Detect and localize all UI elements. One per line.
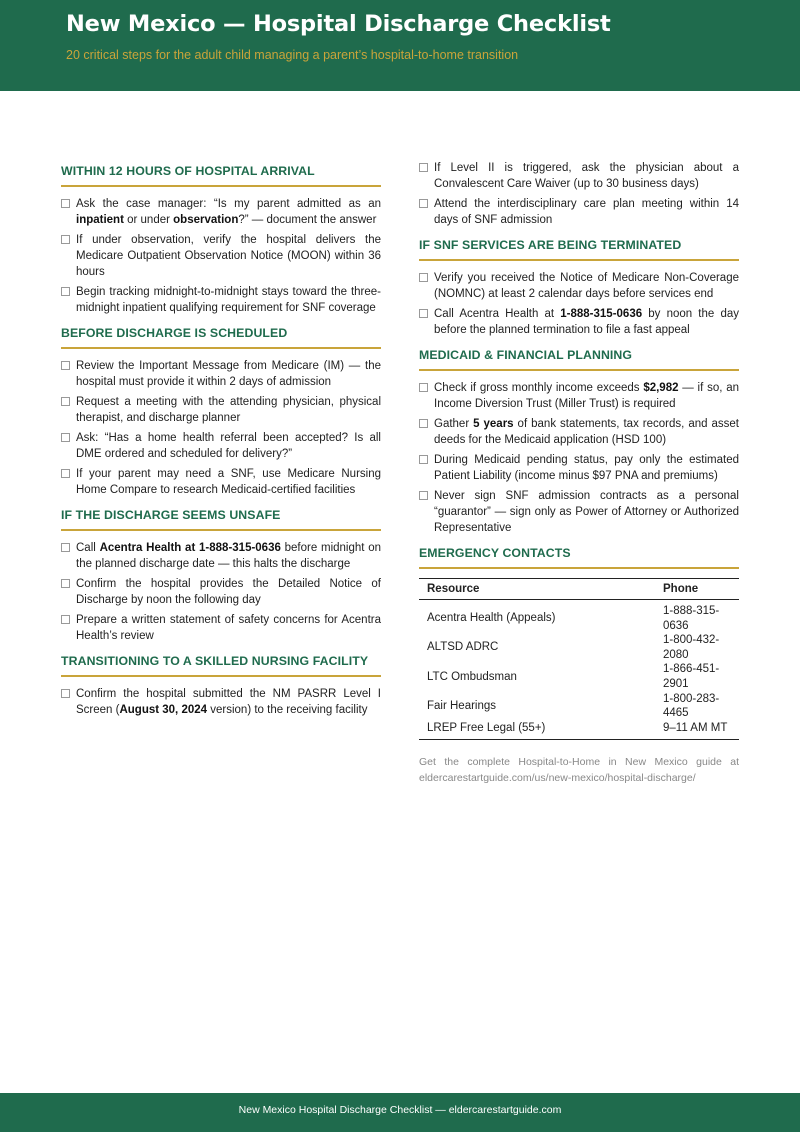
- checklist-item[interactable]: If under observation, verify the hospital delivers the Medicare Outpatient Observation Notice (MOON) within 36 hours: [61, 232, 381, 280]
- checkbox-icon[interactable]: [61, 543, 70, 552]
- checklist: [61, 358, 381, 498]
- resource-cell: LREP Free Legal (55+): [427, 721, 546, 734]
- checkbox-icon[interactable]: [419, 383, 428, 392]
- right-column: [419, 160, 739, 786]
- table-row: [419, 721, 739, 740]
- resource-cell: Fair Hearings: [427, 699, 497, 712]
- footer-text: New Mexico Hospital Discharge Checklist — eldercarestartguide.com: [238, 1104, 562, 1116]
- phone-cell[interactable]: 1-800-432-2080: [663, 634, 720, 661]
- checkbox-icon[interactable]: [61, 469, 70, 478]
- checklist: [61, 540, 381, 644]
- page-footer: [0, 1093, 800, 1132]
- checklist-item[interactable]: Check if gross monthly income exceeds $2,982 — if so, an Income Diversion Trust (Miller Trust) is required: [419, 380, 739, 412]
- checklist-item[interactable]: Request a meeting with the attending physician, physical therapist, and discharge planner: [61, 394, 381, 426]
- phone-cell[interactable]: 1-888-315-0636: [663, 605, 720, 632]
- checklist-item[interactable]: Ask: “Has a home health referral been accepted? Is all DME ordered and scheduled for delivery?”: [61, 430, 381, 462]
- checklist: [419, 380, 739, 536]
- resource-cell: LTC Ombudsman: [427, 670, 517, 683]
- checkbox-icon[interactable]: [419, 455, 428, 464]
- checkbox-icon[interactable]: [419, 199, 428, 208]
- checklist: [61, 686, 381, 718]
- resource-cell: ALTSD ADRC: [427, 641, 499, 654]
- left-column: [61, 160, 381, 724]
- phone-cell[interactable]: 1-866-451-2901: [663, 663, 720, 690]
- section-title: TRANSITIONING TO A SKILLED NURSING FACILITY: [61, 650, 381, 677]
- checklist: [419, 160, 739, 228]
- checkbox-icon[interactable]: [61, 235, 70, 244]
- checkbox-icon[interactable]: [61, 361, 70, 370]
- checkbox-icon[interactable]: [419, 163, 428, 172]
- checklist-item[interactable]: During Medicaid pending status, pay only the estimated Patient Liability (income minus $97 PNA and premiums): [419, 452, 739, 484]
- section-title: MEDICAID & FINANCIAL PLANNING: [419, 344, 739, 371]
- checklist-item[interactable]: Call Acentra Health at 1-888-315-0636 by noon the day before the planned termination to file a fast appeal: [419, 306, 739, 338]
- section-title: IF SNF SERVICES ARE BEING TERMINATED: [419, 234, 739, 261]
- checkbox-icon[interactable]: [61, 199, 70, 208]
- checklist-item[interactable]: Confirm the hospital submitted the NM PASRR Level I Screen (August 30, 2024 version) to the receiving facility: [61, 686, 381, 718]
- section-title: WITHIN 12 HOURS OF HOSPITAL ARRIVAL: [61, 160, 381, 187]
- checklist-item[interactable]: Call Acentra Health at 1-888-315-0636 before midnight on the planned discharge date — this halts the discharge: [61, 540, 381, 572]
- page-subtitle: 20 critical steps for the adult child managing a parent’s hospital-to-home transition: [66, 48, 519, 62]
- guide-link-note[interactable]: Get the complete Hospital-to-Home in New Mexico guide at eldercarestartguide.com/us/new-mexico/hospital-discharge/: [419, 756, 739, 785]
- phone-cell: 9–11 AM MT: [663, 721, 728, 734]
- checklist-item[interactable]: Gather 5 years of bank statements, tax records, and asset deeds for the Medicaid application (HSD 100): [419, 416, 739, 448]
- checkbox-icon[interactable]: [61, 615, 70, 624]
- table-row: [419, 662, 739, 691]
- checklist-item[interactable]: Never sign SNF admission contracts as a personal “guarantor” — sign only as Power of Attorney or Authorized Representative: [419, 488, 739, 536]
- checklist-item[interactable]: Begin tracking midnight-to-midnight stays toward the three-midnight inpatient qualifying requirement for SNF coverage: [61, 284, 381, 316]
- section-title: BEFORE DISCHARGE IS SCHEDULED: [61, 322, 381, 349]
- column-header-phone: Phone: [655, 579, 739, 600]
- checklist-item[interactable]: If Level II is triggered, ask the physician about a Convalescent Care Waiver (up to 30 business days): [419, 160, 739, 192]
- checklist-item[interactable]: Attend the interdisciplinary care plan meeting within 14 days of SNF admission: [419, 196, 739, 228]
- table-header-row: [419, 579, 739, 600]
- checklist: [419, 270, 739, 338]
- table-row: [419, 692, 739, 721]
- phone-cell[interactable]: 1-800-283-4465: [663, 692, 720, 720]
- checklist-item[interactable]: Review the Important Message from Medicare (IM) — the hospital must provide it within 2 days of admission: [61, 358, 381, 390]
- checklist-item[interactable]: Verify you received the Notice of Medicare Non-Coverage (NOMNC) at least 2 calendar days before services end: [419, 270, 739, 302]
- section-title: IF THE DISCHARGE SEEMS UNSAFE: [61, 504, 381, 531]
- checkbox-icon[interactable]: [61, 397, 70, 406]
- resource-cell: Acentra Health (Appeals): [427, 612, 556, 625]
- checklist: [61, 196, 381, 316]
- table-row: [419, 633, 739, 662]
- checklist-item[interactable]: If your parent may need a SNF, use Medicare Nursing Home Compare to research Medicaid-certified facilities: [61, 466, 381, 498]
- checklist-item[interactable]: Confirm the hospital provides the Detailed Notice of Discharge by noon the following day: [61, 576, 381, 608]
- checklist-item[interactable]: Ask the case manager: “Is my parent admitted as an inpatient or under observation?” — document the answer: [61, 196, 381, 228]
- checkbox-icon[interactable]: [419, 309, 428, 318]
- contacts-table: [419, 578, 739, 740]
- checkbox-icon[interactable]: [61, 579, 70, 588]
- checkbox-icon[interactable]: [419, 491, 428, 500]
- page-header: [0, 0, 800, 91]
- table-row: [419, 600, 739, 634]
- checkbox-icon[interactable]: [61, 433, 70, 442]
- section-title: EMERGENCY CONTACTS: [419, 542, 739, 569]
- page-title: New Mexico — Hospital Discharge Checklist: [66, 11, 611, 37]
- checkbox-icon[interactable]: [61, 287, 70, 296]
- checkbox-icon[interactable]: [419, 273, 428, 282]
- checklist-item[interactable]: Prepare a written statement of safety concerns for Acentra Health’s review: [61, 612, 381, 644]
- column-header-resource: Resource: [419, 579, 655, 600]
- checkbox-icon[interactable]: [61, 689, 70, 698]
- checkbox-icon[interactable]: [419, 419, 428, 428]
